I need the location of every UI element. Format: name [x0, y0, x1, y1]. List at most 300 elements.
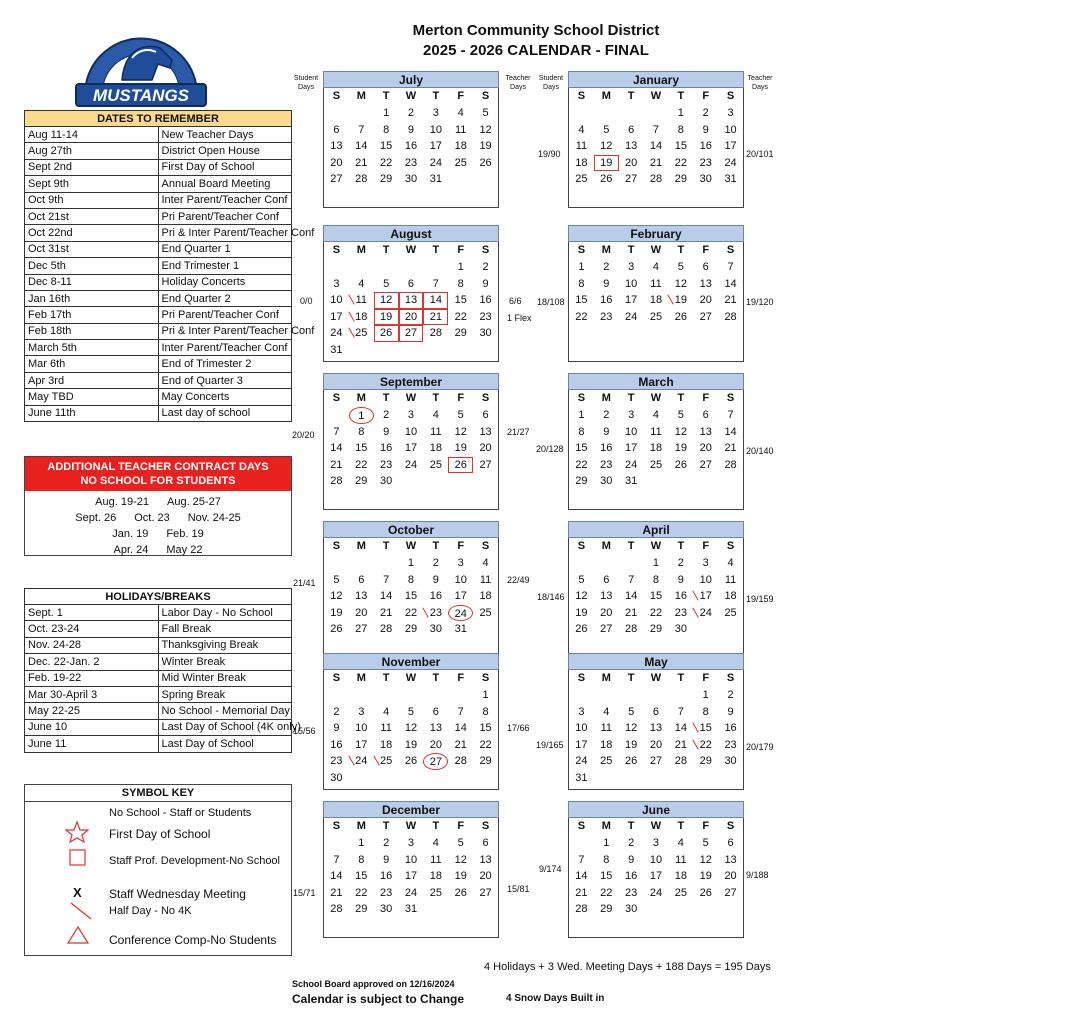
day-cell: 7 [727, 261, 734, 273]
day-cell: 20 [699, 442, 712, 454]
day-cell: 2 [628, 837, 635, 849]
day-cell: 5 [702, 837, 709, 849]
day-cell: 22 [674, 156, 687, 169]
weekday-header: F [702, 540, 710, 552]
day-cell: 26 [674, 310, 687, 323]
empty-day [399, 259, 424, 276]
day-cell: 6 [482, 409, 489, 421]
empty-day [619, 687, 644, 704]
dates-row [25, 192, 292, 208]
day-cell: 30 [600, 475, 613, 487]
day-cell: 12 [454, 853, 467, 866]
day-cell: 13 [600, 590, 613, 602]
day-cell: 7 [333, 425, 340, 438]
day-cell: 25 [600, 755, 613, 767]
day-cell: 23 [699, 156, 712, 169]
day-cell: 6 [702, 261, 709, 273]
weekday-header: S [332, 244, 341, 256]
day-cell: 31 [404, 903, 418, 915]
day-cell: 29 [355, 903, 368, 915]
dates-row [25, 241, 292, 257]
month-header: November [323, 653, 499, 670]
day-cell: 19 [575, 606, 588, 619]
day-cell: 14 [355, 140, 368, 152]
holiday-date-cell: Mar 30-April 3 [25, 686, 159, 702]
month-may [568, 653, 744, 790]
contract-date: Aug. 19-21 [95, 496, 149, 508]
dates-row [25, 274, 292, 290]
snow-days-note: 4 Snow Days Built in [506, 993, 605, 1004]
day-cell: 12 [479, 123, 492, 136]
weekday-header: T [432, 244, 440, 256]
day-cell: 15 [575, 442, 588, 454]
day-cell: 3 [578, 705, 585, 718]
day-cell: 10 [330, 294, 343, 306]
day-cell: 9 [432, 573, 439, 586]
weekday-header: W [650, 90, 662, 102]
day-cell-box: 26 [374, 325, 399, 342]
day-cell: 18 [674, 870, 687, 882]
dates-row [25, 340, 292, 356]
dates-row [25, 389, 292, 405]
month-header: January [568, 71, 744, 88]
day-cell: 3 [652, 837, 660, 849]
weekday-header: T [627, 244, 635, 256]
day-cell: 3 [407, 837, 415, 849]
day-cell: 23 [404, 156, 418, 169]
holidays-header: HOLIDAYS/BREAKS [25, 589, 292, 605]
day-cell: 28 [724, 458, 737, 471]
day-cell: 25 [649, 458, 663, 471]
day-cell: 27 [724, 886, 737, 899]
mar-teacher-count: 20/140 [746, 446, 774, 456]
day-cell: 29 [380, 173, 393, 185]
day-cell: 18 [429, 870, 442, 882]
day-cell: 14 [724, 277, 737, 290]
holidays-table [24, 588, 301, 753]
day-cell: 12 [600, 140, 613, 152]
day-cell: 24 [404, 886, 418, 899]
day-cell: 26 [699, 886, 712, 899]
month-header: February [568, 225, 744, 242]
day-cell: 13 [479, 425, 492, 438]
weekday-header: W [405, 392, 417, 404]
event-cell: Holiday Concerts [158, 274, 292, 290]
day-cell: 6 [727, 837, 734, 849]
day-cell: 3 [457, 557, 464, 569]
day-cell: 4 [457, 107, 464, 119]
empty-day [374, 259, 399, 276]
weekday-header: W [405, 90, 417, 102]
day-cell: 11 [650, 425, 662, 438]
weekday-header: T [677, 90, 685, 102]
holiday-row [25, 736, 292, 752]
triangle-icon [67, 925, 89, 945]
day-cell: 1 [383, 107, 390, 119]
day-cell: 18 [454, 140, 467, 152]
aug-teacher-count: 6/6 [509, 296, 522, 306]
day-cell: 12 [575, 590, 588, 602]
weekday-header: M [356, 244, 366, 256]
day-cell: 3 [333, 277, 340, 290]
day-cell: 2 [603, 409, 610, 421]
day-cell-box: 27 [399, 325, 424, 342]
day-cell: 15 [404, 590, 418, 602]
day-cell: 17 [404, 870, 418, 882]
day-cell: 23 [600, 458, 613, 471]
apr-teacher-count: 19/159 [746, 594, 774, 604]
teacher-days-label-right: Teacher Days [747, 75, 773, 91]
holiday-date-cell: Oct. 23-24 [25, 621, 159, 637]
day-cell-box: 19 [594, 155, 619, 172]
day-cell: 14 [454, 722, 467, 734]
oct-student-count: 21/41 [293, 578, 316, 588]
jan-teacher-count: 20/101 [746, 149, 774, 159]
day-cell: 20 [649, 738, 663, 751]
weekday-header: T [382, 90, 390, 102]
x-icon: X [73, 885, 82, 900]
day-cell: 23 [330, 755, 343, 767]
holiday-name-cell: Last Day of School [158, 736, 292, 752]
day-cell: 10 [404, 425, 418, 438]
empty-day [569, 687, 594, 704]
event-cell: Inter Parent/Teacher Conf [158, 340, 292, 356]
day-cell: 20 [724, 870, 737, 882]
date-cell: Feb 18th [25, 323, 159, 339]
day-cell: 13 [330, 140, 343, 152]
day-cell-slash: 18 [349, 309, 374, 326]
day-cell: 5 [383, 277, 390, 290]
day-cell: 26 [330, 623, 343, 635]
day-cell: 22 [479, 738, 492, 751]
holiday-name-cell: No School - Memorial Day [158, 703, 292, 719]
day-cell: 25 [575, 173, 588, 185]
event-cell: End Trimester 1 [158, 258, 292, 274]
oct-teacher-count: 22/49 [507, 575, 530, 585]
day-cell: 18 [600, 738, 613, 751]
day-cell: 22 [404, 606, 418, 619]
aug-student-count: 0/0 [300, 296, 313, 306]
empty-day [594, 687, 619, 704]
day-cell: 13 [429, 722, 442, 734]
weekday-header: T [382, 392, 390, 404]
day-cell: 24 [649, 886, 663, 899]
day-cell: 24 [625, 458, 638, 471]
empty-day [374, 687, 399, 704]
aug-flex-note: 1 Flex [507, 313, 532, 323]
weekday-header: W [650, 540, 662, 552]
weekday-header: T [382, 672, 390, 684]
month-grid [323, 818, 499, 938]
day-cell-circ: 1 [349, 407, 374, 424]
weekday-header: W [405, 244, 417, 256]
day-cell: 7 [358, 123, 365, 136]
feb-teacher-count: 19/120 [746, 297, 774, 307]
day-cell: 4 [432, 837, 439, 849]
weekday-header: F [457, 90, 465, 102]
event-cell: Pri & Inter Parent/Teacher Conf [158, 225, 292, 241]
day-cell-slash: 11 [349, 292, 374, 309]
change-note: Calendar is subject to Change [292, 992, 465, 1006]
contract-date: Nov. 24-25 [187, 512, 241, 524]
day-cell: 31 [724, 173, 737, 185]
month-header: October [323, 521, 499, 538]
day-cell: 29 [649, 623, 663, 635]
day-cell: 16 [724, 722, 737, 734]
day-cell: 19 [454, 442, 467, 454]
day-cell: 21 [674, 738, 687, 751]
holiday-date-cell: Nov. 24-28 [25, 637, 159, 653]
weekday-header: S [481, 820, 490, 832]
day-cell: 24 [404, 458, 418, 471]
day-cell: 19 [454, 870, 467, 882]
weekday-header: M [356, 820, 366, 832]
day-cell: 13 [479, 853, 492, 866]
day-cell: 1 [578, 261, 585, 273]
day-cell: 15 [575, 294, 588, 306]
student-days-label-left: Student Days [293, 75, 319, 91]
weekday-header: F [702, 90, 710, 102]
day-cell: 30 [429, 623, 442, 635]
event-cell: First Day of School [158, 159, 292, 175]
day-cell: 6 [652, 705, 660, 718]
day-cell: 14 [625, 590, 638, 602]
day-cell: 23 [380, 886, 393, 899]
day-cell: 27 [600, 623, 613, 635]
day-cell: 6 [482, 837, 489, 849]
weekday-header: T [627, 392, 635, 404]
district-title: Merton Community School District [412, 22, 660, 39]
day-cell: 6 [603, 573, 610, 586]
weekday-header: M [601, 392, 611, 404]
day-cell: 10 [724, 123, 737, 136]
day-cell-slash: 23 [423, 605, 448, 622]
may-teacher-count: 20/179 [746, 742, 774, 752]
day-cell: 10 [404, 853, 418, 866]
event-cell: Inter Parent/Teacher Conf [158, 192, 292, 208]
day-cell: 30 [724, 755, 737, 767]
event-cell: Pri & Inter Parent/Teacher Conf [158, 323, 292, 339]
day-cell: 30 [380, 475, 393, 487]
weekday-header: S [332, 820, 341, 832]
day-cell: 28 [674, 755, 687, 767]
day-cell: 3 [358, 705, 365, 718]
month-november [323, 653, 499, 790]
day-cell: 29 [575, 475, 588, 487]
day-cell: 5 [482, 107, 489, 119]
contract-date: Oct. 23 [134, 512, 170, 524]
day-cell: 30 [330, 771, 343, 784]
day-cell: 21 [355, 156, 368, 169]
day-cell: 23 [625, 886, 638, 899]
weekday-header: T [432, 672, 440, 684]
month-grid [323, 538, 499, 658]
day-cell: 6 [702, 409, 709, 421]
day-cell: 9 [482, 277, 489, 290]
day-cell: 17 [649, 870, 663, 882]
day-cell: 27 [479, 886, 492, 899]
day-cell: 5 [677, 409, 684, 421]
day-cell: 6 [333, 123, 340, 136]
day-cell: 8 [652, 573, 660, 586]
day-cell: 8 [383, 123, 390, 136]
holiday-date-cell: June 10 [25, 719, 159, 735]
symbol-conference-label: Conference Comp-No Students [109, 933, 277, 947]
day-cell: 18 [724, 590, 737, 602]
day-cell: 17 [625, 294, 638, 306]
weekday-header: F [702, 244, 710, 256]
month-october [323, 521, 499, 658]
month-header: June [568, 801, 744, 818]
contract-row [25, 510, 291, 526]
day-cell: 27 [479, 458, 492, 471]
empty-day [324, 407, 349, 424]
weekday-header: T [382, 244, 390, 256]
day-cell: 3 [628, 409, 635, 421]
day-cell: 1 [578, 409, 585, 421]
day-cell: 16 [404, 140, 418, 152]
holiday-date-cell: Sept. 1 [25, 605, 159, 621]
day-cell: 11 [600, 722, 612, 734]
contract-row [25, 542, 291, 558]
may-student-count: 19/165 [536, 740, 564, 750]
day-cell: 16 [380, 442, 393, 454]
day-cell: 16 [479, 294, 492, 306]
month-february [568, 225, 744, 362]
weekday-header: S [481, 540, 490, 552]
day-cell: 25 [479, 606, 492, 619]
date-cell: Oct 9th [25, 192, 159, 208]
weekday-header: F [457, 820, 465, 832]
day-cell: 15 [674, 140, 687, 152]
empty-day [349, 555, 374, 572]
date-cell: Sept 2nd [25, 159, 159, 175]
day-cell: 10 [649, 853, 663, 866]
day-cell: 18 [429, 442, 442, 454]
weekday-header: T [382, 820, 390, 832]
day-cell: 24 [330, 327, 343, 339]
day-cell: 30 [404, 173, 418, 185]
day-cell: 4 [652, 261, 660, 273]
day-cell-slash: 17 [693, 588, 718, 605]
empty-day [569, 835, 594, 852]
weekday-header: S [481, 672, 490, 684]
day-cell: 9 [407, 123, 415, 136]
day-cell: 29 [404, 623, 418, 635]
holiday-row [25, 654, 292, 670]
dates-row [25, 307, 292, 323]
weekday-header: S [332, 90, 341, 102]
empty-day [374, 555, 399, 572]
day-cell: 11 [650, 277, 662, 290]
day-cell: 28 [330, 475, 343, 487]
day-cell: 6 [358, 573, 365, 586]
empty-day [569, 555, 594, 572]
day-cell: 12 [330, 590, 343, 602]
day-cell: 17 [724, 140, 737, 152]
day-cell: 10 [575, 722, 588, 734]
day-cell: 7 [333, 853, 340, 866]
day-cell: 22 [575, 310, 588, 323]
day-cell: 1 [407, 557, 415, 569]
day-cell: 2 [603, 261, 610, 273]
day-cell: 2 [407, 107, 415, 119]
day-cell: 9 [383, 425, 390, 438]
day-cell: 9 [727, 705, 734, 718]
date-cell: March 5th [25, 340, 159, 356]
day-cell: 21 [625, 606, 638, 619]
day-cell: 25 [724, 606, 737, 619]
day-cell: 17 [429, 140, 442, 152]
weekday-header: T [677, 540, 685, 552]
day-cell: 28 [355, 173, 368, 185]
day-cell: 16 [699, 140, 712, 152]
day-cell: 19 [674, 442, 687, 454]
day-cell-box: 12 [374, 292, 399, 309]
weekday-header: S [577, 244, 586, 256]
day-cell: 20 [429, 738, 442, 751]
day-cell-box: 21 [423, 309, 448, 326]
empty-day [324, 687, 349, 704]
day-cell: 22 [600, 886, 613, 899]
day-cell: 2 [383, 409, 390, 421]
date-cell: Feb 17th [25, 307, 159, 323]
date-cell: Dec 8-11 [25, 274, 159, 290]
contract-row [25, 526, 291, 542]
dates-row [25, 143, 292, 159]
symbol-no-school-label: No School - Staff or Students [109, 807, 252, 819]
day-cell: 18 [649, 294, 663, 306]
day-cell: 24 [724, 156, 737, 169]
weekday-header: T [627, 540, 635, 552]
day-cell: 22 [454, 310, 467, 323]
month-grid [323, 670, 499, 790]
day-cell: 12 [404, 722, 418, 734]
day-cell: 18 [575, 156, 588, 169]
holiday-row [25, 637, 292, 653]
day-cell: 23 [674, 606, 687, 619]
empty-day [644, 687, 669, 704]
day-cell: 20 [330, 156, 343, 169]
day-cell: 17 [355, 738, 368, 751]
month-august [323, 225, 499, 362]
empty-day [644, 105, 669, 122]
day-cell: 17 [454, 590, 467, 602]
weekday-header: T [677, 392, 685, 404]
empty-day [423, 259, 448, 276]
weekday-header: F [702, 820, 710, 832]
contract-date: Sept. 26 [75, 512, 117, 524]
jun-student-count: 9/174 [539, 864, 562, 874]
dates-row [25, 405, 292, 421]
day-cell: 27 [355, 623, 368, 635]
day-cell: 16 [429, 590, 442, 602]
day-cell: 21 [649, 156, 663, 169]
weekday-header: T [432, 392, 440, 404]
feb-student-count: 18/108 [537, 297, 565, 307]
weekday-header: W [650, 672, 662, 684]
day-cell: 22 [380, 156, 393, 169]
day-cell: 11 [430, 425, 442, 438]
empty-day [594, 555, 619, 572]
event-cell: Pri Parent/Teacher Conf [158, 307, 292, 323]
day-cell: 9 [628, 853, 635, 866]
event-cell: End Quarter 1 [158, 241, 292, 257]
weekday-header: F [457, 672, 465, 684]
day-cell: 1 [358, 837, 365, 849]
weekday-header: S [726, 672, 735, 684]
event-cell: District Open House [158, 143, 292, 159]
